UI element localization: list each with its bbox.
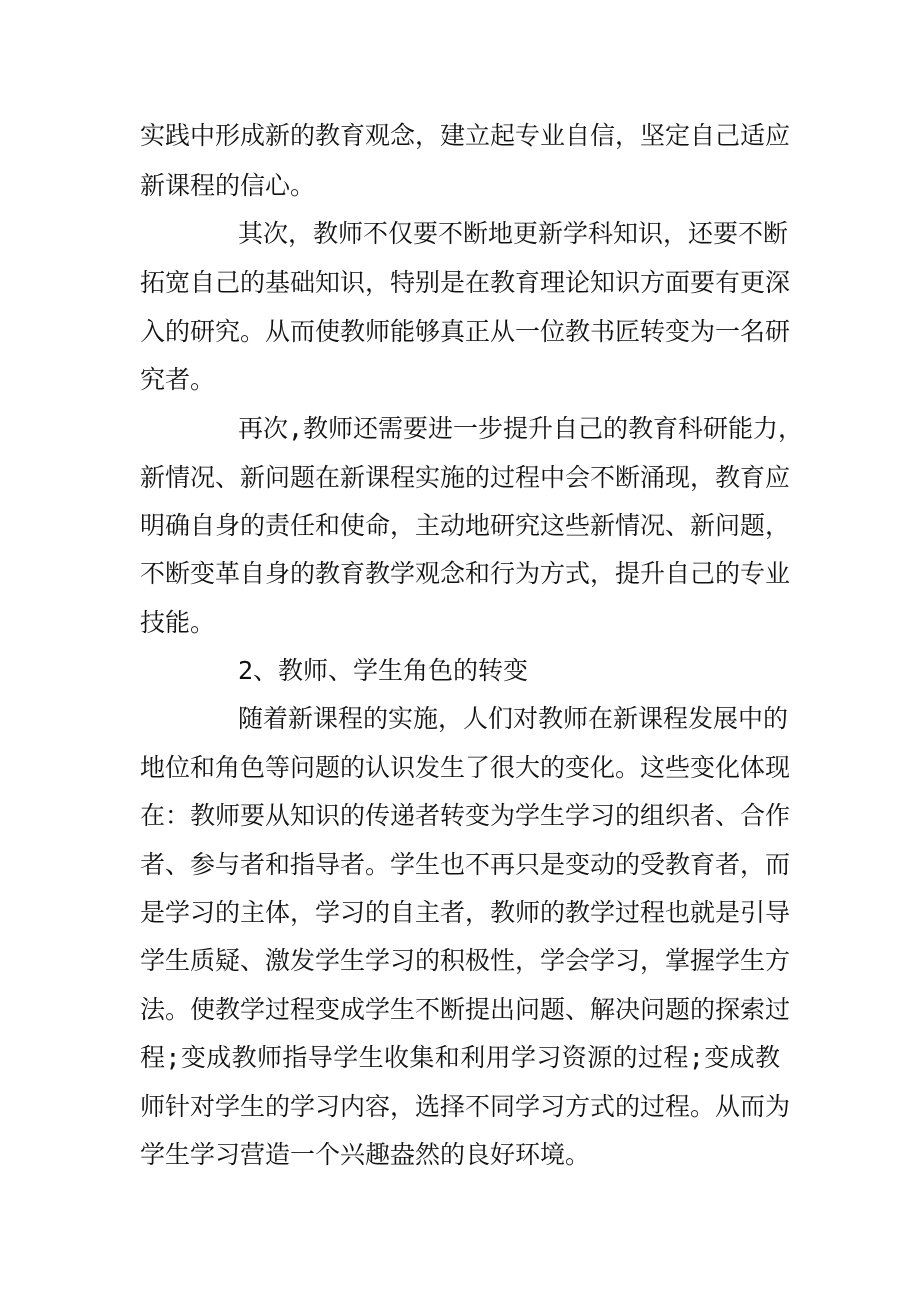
paragraph-line: 拓宽自己的基础知识，特别是在教育理论知识方面要有更深 [140, 268, 791, 297]
paragraph-line: 地位和角色等问题的认识发生了很大的变化。这些变化体现 [140, 753, 791, 782]
paragraph-line: 技能。 [140, 608, 216, 637]
paragraph-line: 随着新课程的实施，人们对教师在新课程发展中的 [238, 704, 789, 733]
paragraph-line: 学生学习营造一个兴趣盎然的良好环境。 [140, 1140, 591, 1169]
paragraph-line: 者、参与者和指导者。学生也不再只是变动的受教育者，而 [140, 850, 791, 879]
paragraph-line: 程;变成教师指导学生收集和利用学习资源的过程;变成教 [140, 1043, 780, 1072]
paragraph-line: 新情况、新问题在新课程实施的过程中会不断涌现，教育应 [140, 463, 791, 492]
paragraph-line: 明确自身的责任和使命，主动地研究这些新情况、新问题， [140, 511, 791, 540]
paragraph-line: 其次，教师不仅要不断地更新学科知识，还要不断 [238, 219, 789, 248]
paragraph-line: 师针对学生的学习内容，选择不同学习方式的过程。从而为 [140, 1092, 791, 1121]
paragraph-line: 再次,教师还需要进一步提升自己的教育科研能力， [238, 414, 804, 443]
paragraph-line: 是学习的主体，学习的自主者，教师的教学过程也就是引导 [140, 898, 791, 927]
paragraph-line: 新课程的信心。 [140, 171, 316, 200]
paragraph-line: 实践中形成新的教育观念，建立起专业自信，坚定自己适应 [140, 121, 791, 150]
paragraph-line: 究者。 [140, 365, 216, 394]
section-heading: 2、教师、学生角色的转变 [238, 656, 529, 685]
paragraph-line: 学生质疑、激发学生学习的积极性，学会学习，掌握学生方 [140, 946, 791, 975]
paragraph-line: 在：教师要从知识的传递者转变为学生学习的组织者、合作 [140, 801, 791, 830]
paragraph-line: 法。使教学过程变成学生不断提出问题、解决问题的探索过 [140, 995, 791, 1024]
paragraph-line: 不断变革自身的教育教学观念和行为方式，提升自己的专业 [140, 559, 791, 588]
paragraph-line: 入的研究。从而使教师能够真正从一位教书匠转变为一名研 [140, 317, 791, 346]
